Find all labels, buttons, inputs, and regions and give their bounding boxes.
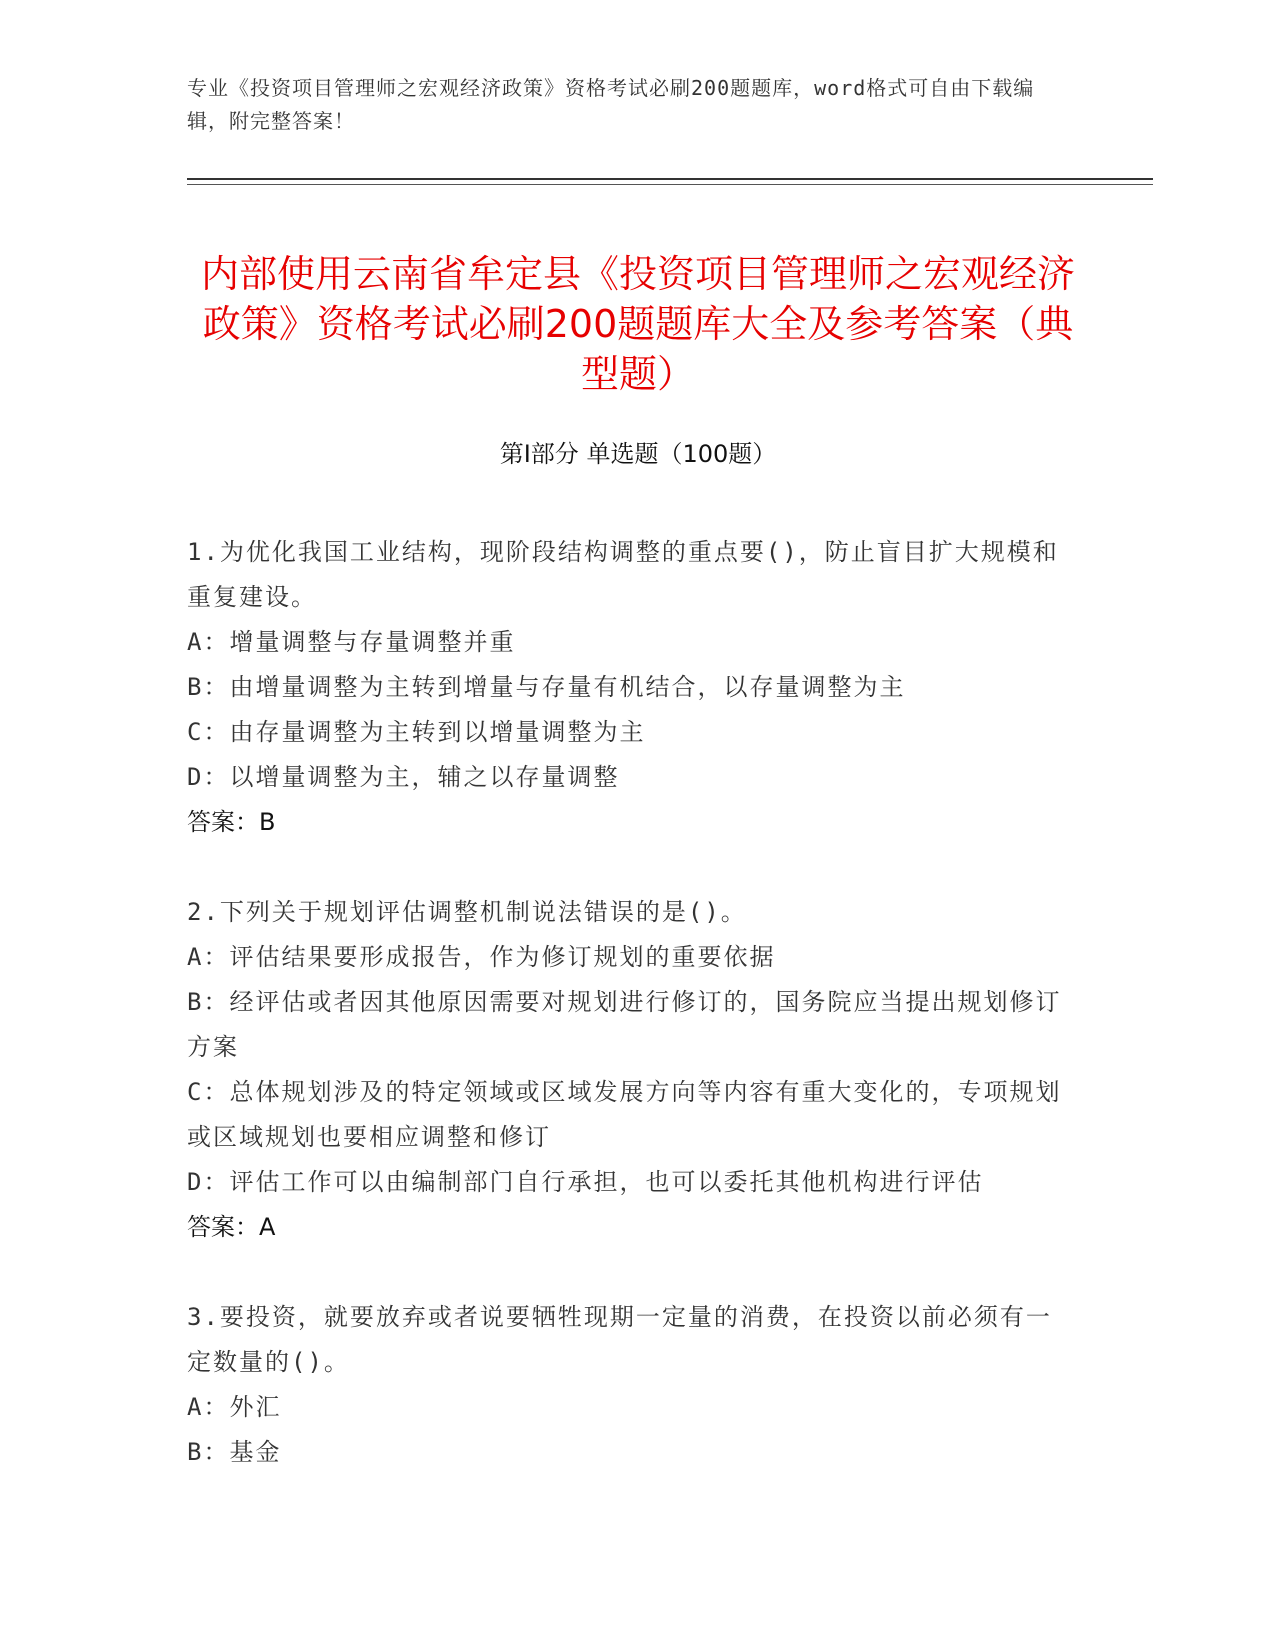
option-b: B：基金 xyxy=(187,1438,282,1466)
option-a: A：外汇 xyxy=(187,1393,282,1421)
section-heading: 第Ⅰ部分 单选题（100题） xyxy=(499,440,777,468)
question-stem: 1.为优化我国工业结构，现阶段结构调整的重点要()，防止盲目扩大规模和重复建设。 xyxy=(187,538,1059,611)
option-d: D：评估工作可以由编制部门自行承担，也可以委托其他机构进行评估 xyxy=(187,1168,984,1196)
header-note: 专业《投资项目管理师之宏观经济政策》资格考试必刷200题题库，word格式可自由下载编辑，附完整答案！ xyxy=(187,76,1035,133)
option-b: B：经评估或者因其他原因需要对规划进行修订的，国务院应当提出规划修订方案 xyxy=(187,988,1062,1061)
option-c: C：由存量调整为主转到以增量调整为主 xyxy=(187,718,646,746)
header-divider xyxy=(187,178,1153,180)
option-c: C：总体规划涉及的特定领域或区域发展方向等内容有重大变化的，专项规划或区域规划也要相应调整和修订 xyxy=(187,1078,1062,1151)
document-title: 内部使用云南省牟定县《投资项目管理师之宏观经济政策》资格考试必刷200题题库大全及参考答案（典型题） xyxy=(200,252,1075,397)
answer: 答案：B xyxy=(187,808,276,836)
question-list xyxy=(187,530,1067,1475)
option-d: D：以增量调整为主，辅之以存量调整 xyxy=(187,763,620,791)
question-stem: 2.下列关于规划评估调整机制说法错误的是()。 xyxy=(187,898,747,926)
header-divider-thin xyxy=(187,184,1153,185)
option-a: A：评估结果要形成报告，作为修订规划的重要依据 xyxy=(187,943,776,971)
question-stem: 3.要投资，就要放弃或者说要牺牲现期一定量的消费，在投资以前必须有一定数量的()。 xyxy=(187,1303,1052,1376)
question-2 xyxy=(187,890,1067,1250)
option-a: A：增量调整与存量调整并重 xyxy=(187,628,516,656)
answer: 答案：A xyxy=(187,1213,276,1241)
option-b: B：由增量调整为主转到增量与存量有机结合，以存量调整为主 xyxy=(187,673,906,701)
question-3 xyxy=(187,1295,1067,1475)
question-1 xyxy=(187,530,1067,845)
